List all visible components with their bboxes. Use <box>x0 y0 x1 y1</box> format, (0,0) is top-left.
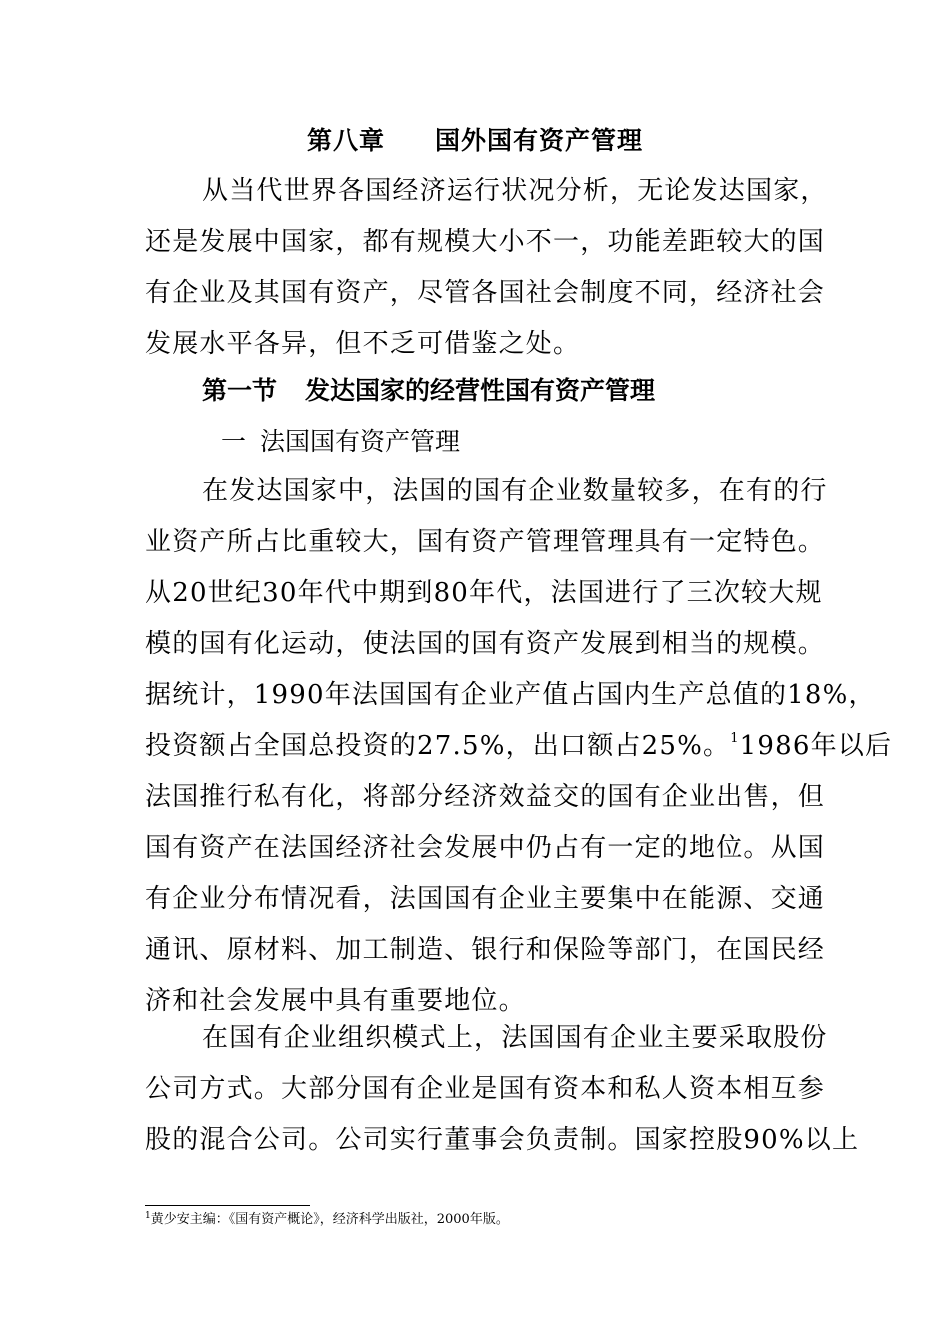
paragraph-line: 股的混合公司。公司实行董事会负责制。国家控股90%以上 <box>145 1125 860 1155</box>
footnote <box>145 1211 509 1229</box>
subsection-title: 法国国有资产管理 <box>260 427 461 456</box>
section-title: 发达国家的经营性国有资产管理 <box>305 376 656 405</box>
footnote-ref[interactable]: 1 <box>730 731 740 746</box>
chapter-number: 第八章 <box>306 126 385 155</box>
footnote-divider <box>145 1205 310 1206</box>
paragraph-line: 在发达国家中，法国的国有企业数量较多，在有的行 <box>202 476 828 506</box>
paragraph-line: 据统计，1990年法国国有企业产值占国内生产总值的18%， <box>145 680 876 710</box>
line-text: 投资额占全国总投资的27.5%，出口额占25%。 <box>145 731 731 761</box>
paragraph-line: 模的国有化运动，使法国的国有资产发展到相当的规模。 <box>145 629 826 659</box>
paragraph-line: 发展水平各异，但不乏可借鉴之处。 <box>145 329 581 359</box>
paragraph-line: 从当代世界各国经济运行状况分析，无论发达国家， <box>202 176 828 206</box>
paragraph-france <box>145 466 893 1027</box>
paragraph-intro <box>145 166 828 370</box>
paragraph-line: 国有资产在法国经济社会发展中仍占有一定的地位。从国 <box>145 833 826 863</box>
paragraph-line: 有企业分布情况看，法国国有企业主要集中在能源、交通 <box>145 884 826 914</box>
chapter-title-text: 国外国有资产管理 <box>435 126 644 155</box>
footnote-text: 黄少安主编：《国有资产概论》，经济科学出版社，2000年版。 <box>150 1212 509 1227</box>
paragraph-line: 有企业及其国有资产，尽管各国社会制度不同，经济社会 <box>145 278 826 308</box>
paragraph-line: 在国有企业组织模式上，法国国有企业主要采取股份 <box>202 1023 828 1053</box>
paragraph-line: 通讯、原材料、加工制造、银行和保险等部门，在国民经 <box>145 935 826 965</box>
section-number: 第一节 <box>202 376 278 405</box>
subsection-number: 一 <box>221 427 247 456</box>
paragraph-line <box>145 721 893 772</box>
line-text: 1986年以后 <box>739 731 893 761</box>
section-heading <box>202 370 655 412</box>
subsection-heading <box>221 421 460 463</box>
paragraph-line: 法国推行私有化，将部分经济效益交的国有企业出售，但 <box>145 782 826 812</box>
paragraph-line: 济和社会发展中具有重要地位。 <box>145 986 526 1016</box>
paragraph-line: 公司方式。大部分国有企业是国有资本和私人资本相互参 <box>145 1074 826 1104</box>
chapter-title <box>0 121 950 161</box>
paragraph-line: 业资产所占比重较大，国有资产管理管理具有一定特色。 <box>145 527 826 557</box>
paragraph-line: 还是发展中国家，都有规模大小不一，功能差距较大的国 <box>145 227 826 257</box>
paragraph-line: 从20世纪30年代中期到80年代，法国进行了三次较大规 <box>145 578 823 608</box>
paragraph-organization <box>145 1013 860 1166</box>
footnote-marker: 1 <box>145 1211 151 1221</box>
